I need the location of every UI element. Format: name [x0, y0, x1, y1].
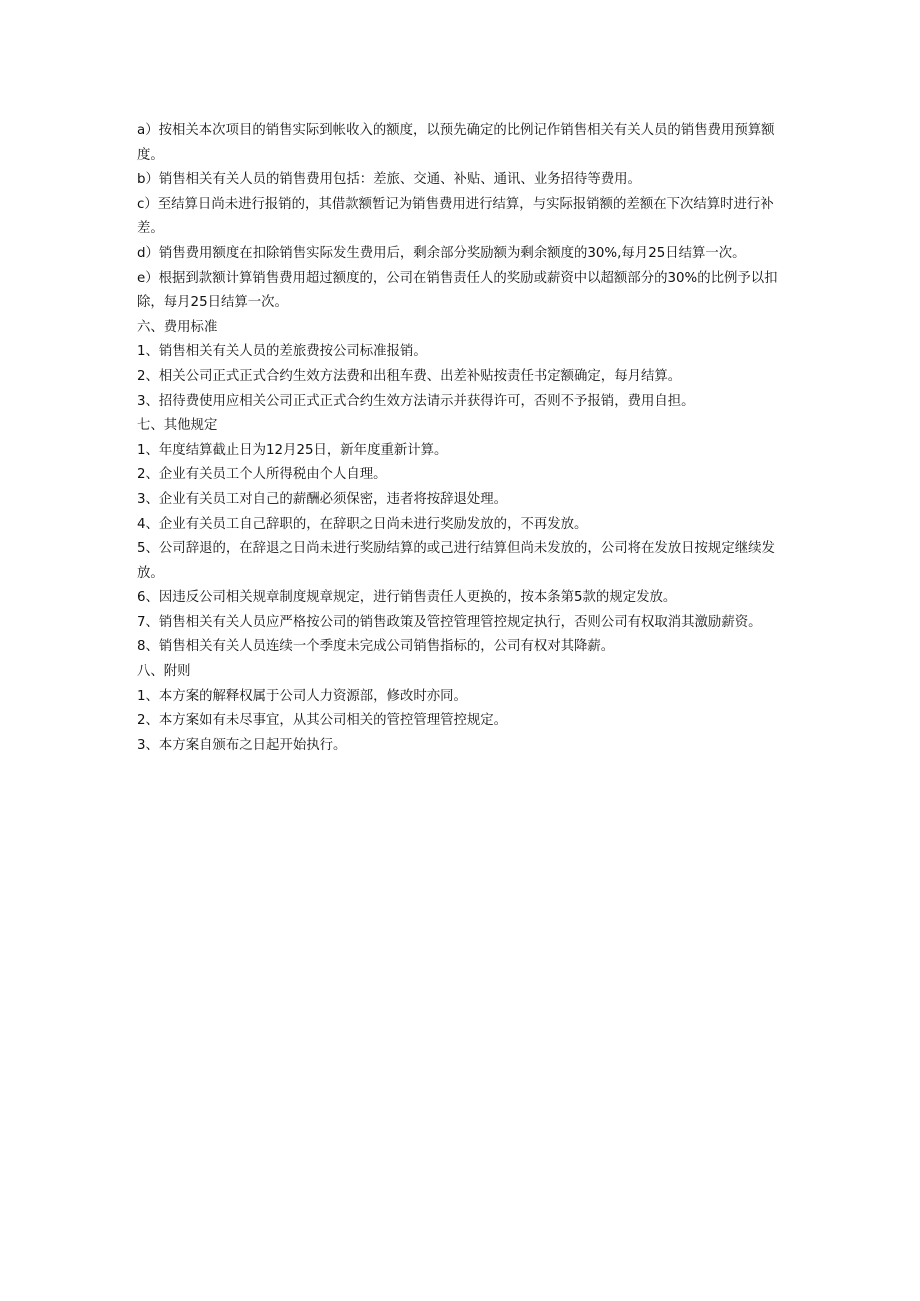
section-heading-appendix: 八、附则 [137, 664, 191, 680]
rule-item-3: 3、企业有关员工对自己的薪酬必须保密，违者将按辞退处理。 [137, 491, 508, 507]
rule-item-8: 8、销售相关有关人员连续一个季度未完成公司销售指标的，公司有权对其降薪。 [137, 639, 615, 655]
clause-a: a）按相关本次项目的销售实际到帐收入的额度，以预先确定的比例记作销售相关有关人员的销售费用预算额度。 [137, 123, 775, 163]
appendix-item-3: 3、本方案自颁布之日起开始执行。 [137, 737, 347, 753]
clause-b: b）销售相关有关人员的销售费用包括：差旅、交通、补贴、通讯、业务招待等费用。 [137, 172, 641, 188]
expense-item-2: 2、相关公司正式正式合约生效方法费和出租车费、出差补贴按责任书定额确定，每月结算。 [137, 368, 682, 384]
clause-e: e）根据到款额计算销售费用超过额度的，公司在销售责任人的奖励或薪资中以超额部分的30%的比例予以扣除，每月25日结算一次。 [137, 270, 778, 311]
expense-item-1: 1、销售相关有关人员的差旅费按公司标准报销。 [137, 344, 427, 360]
expense-item-3: 3、招待费使用应相关公司正式正式合约生效方法请示并获得许可，否则不予报销，费用自担。 [137, 393, 695, 409]
appendix-item-2: 2、本方案如有未尽事宜，从其公司相关的管控管理管控规定。 [137, 713, 508, 729]
section-heading-other-rules: 七、其他规定 [137, 418, 218, 434]
rule-item-4: 4、企业有关员工自己辞职的，在辞职之日尚未进行奖励发放的，不再发放。 [137, 516, 588, 532]
rule-item-2: 2、企业有关员工个人所得税由个人自理。 [137, 467, 387, 483]
rule-item-1: 1、年度结算截止日为12月25日，新年度重新计算。 [137, 442, 448, 458]
section-heading-expense-standards: 六、费用标准 [137, 319, 218, 335]
rule-item-7: 7、销售相关有关人员应严格按公司的销售政策及管控管理管控规定执行，否则公司有权取消其激励薪资。 [137, 614, 762, 630]
document-body [137, 119, 785, 758]
clause-c: c）至结算日尚未进行报销的，其借款额暂记为销售费用进行结算，与实际报销额的差额在下次结算时进行补差。 [137, 196, 774, 237]
appendix-item-1: 1、本方案的解释权属于公司人力资源部，修改时亦同。 [137, 688, 467, 704]
rule-item-6: 6、因违反公司相关规章制度规章规定，进行销售责任人更换的，按本条第5款的规定发放。 [137, 590, 677, 606]
rule-item-5: 5、公司辞退的，在辞退之日尚未进行奖励结算的或己进行结算但尚未发放的，公司将在发放日按规定继续发放。 [137, 541, 775, 581]
clause-d: d）销售费用额度在扣除销售实际发生费用后，剩余部分奖励额为剩余额度的30%,每月25日结算一次。 [137, 245, 746, 261]
